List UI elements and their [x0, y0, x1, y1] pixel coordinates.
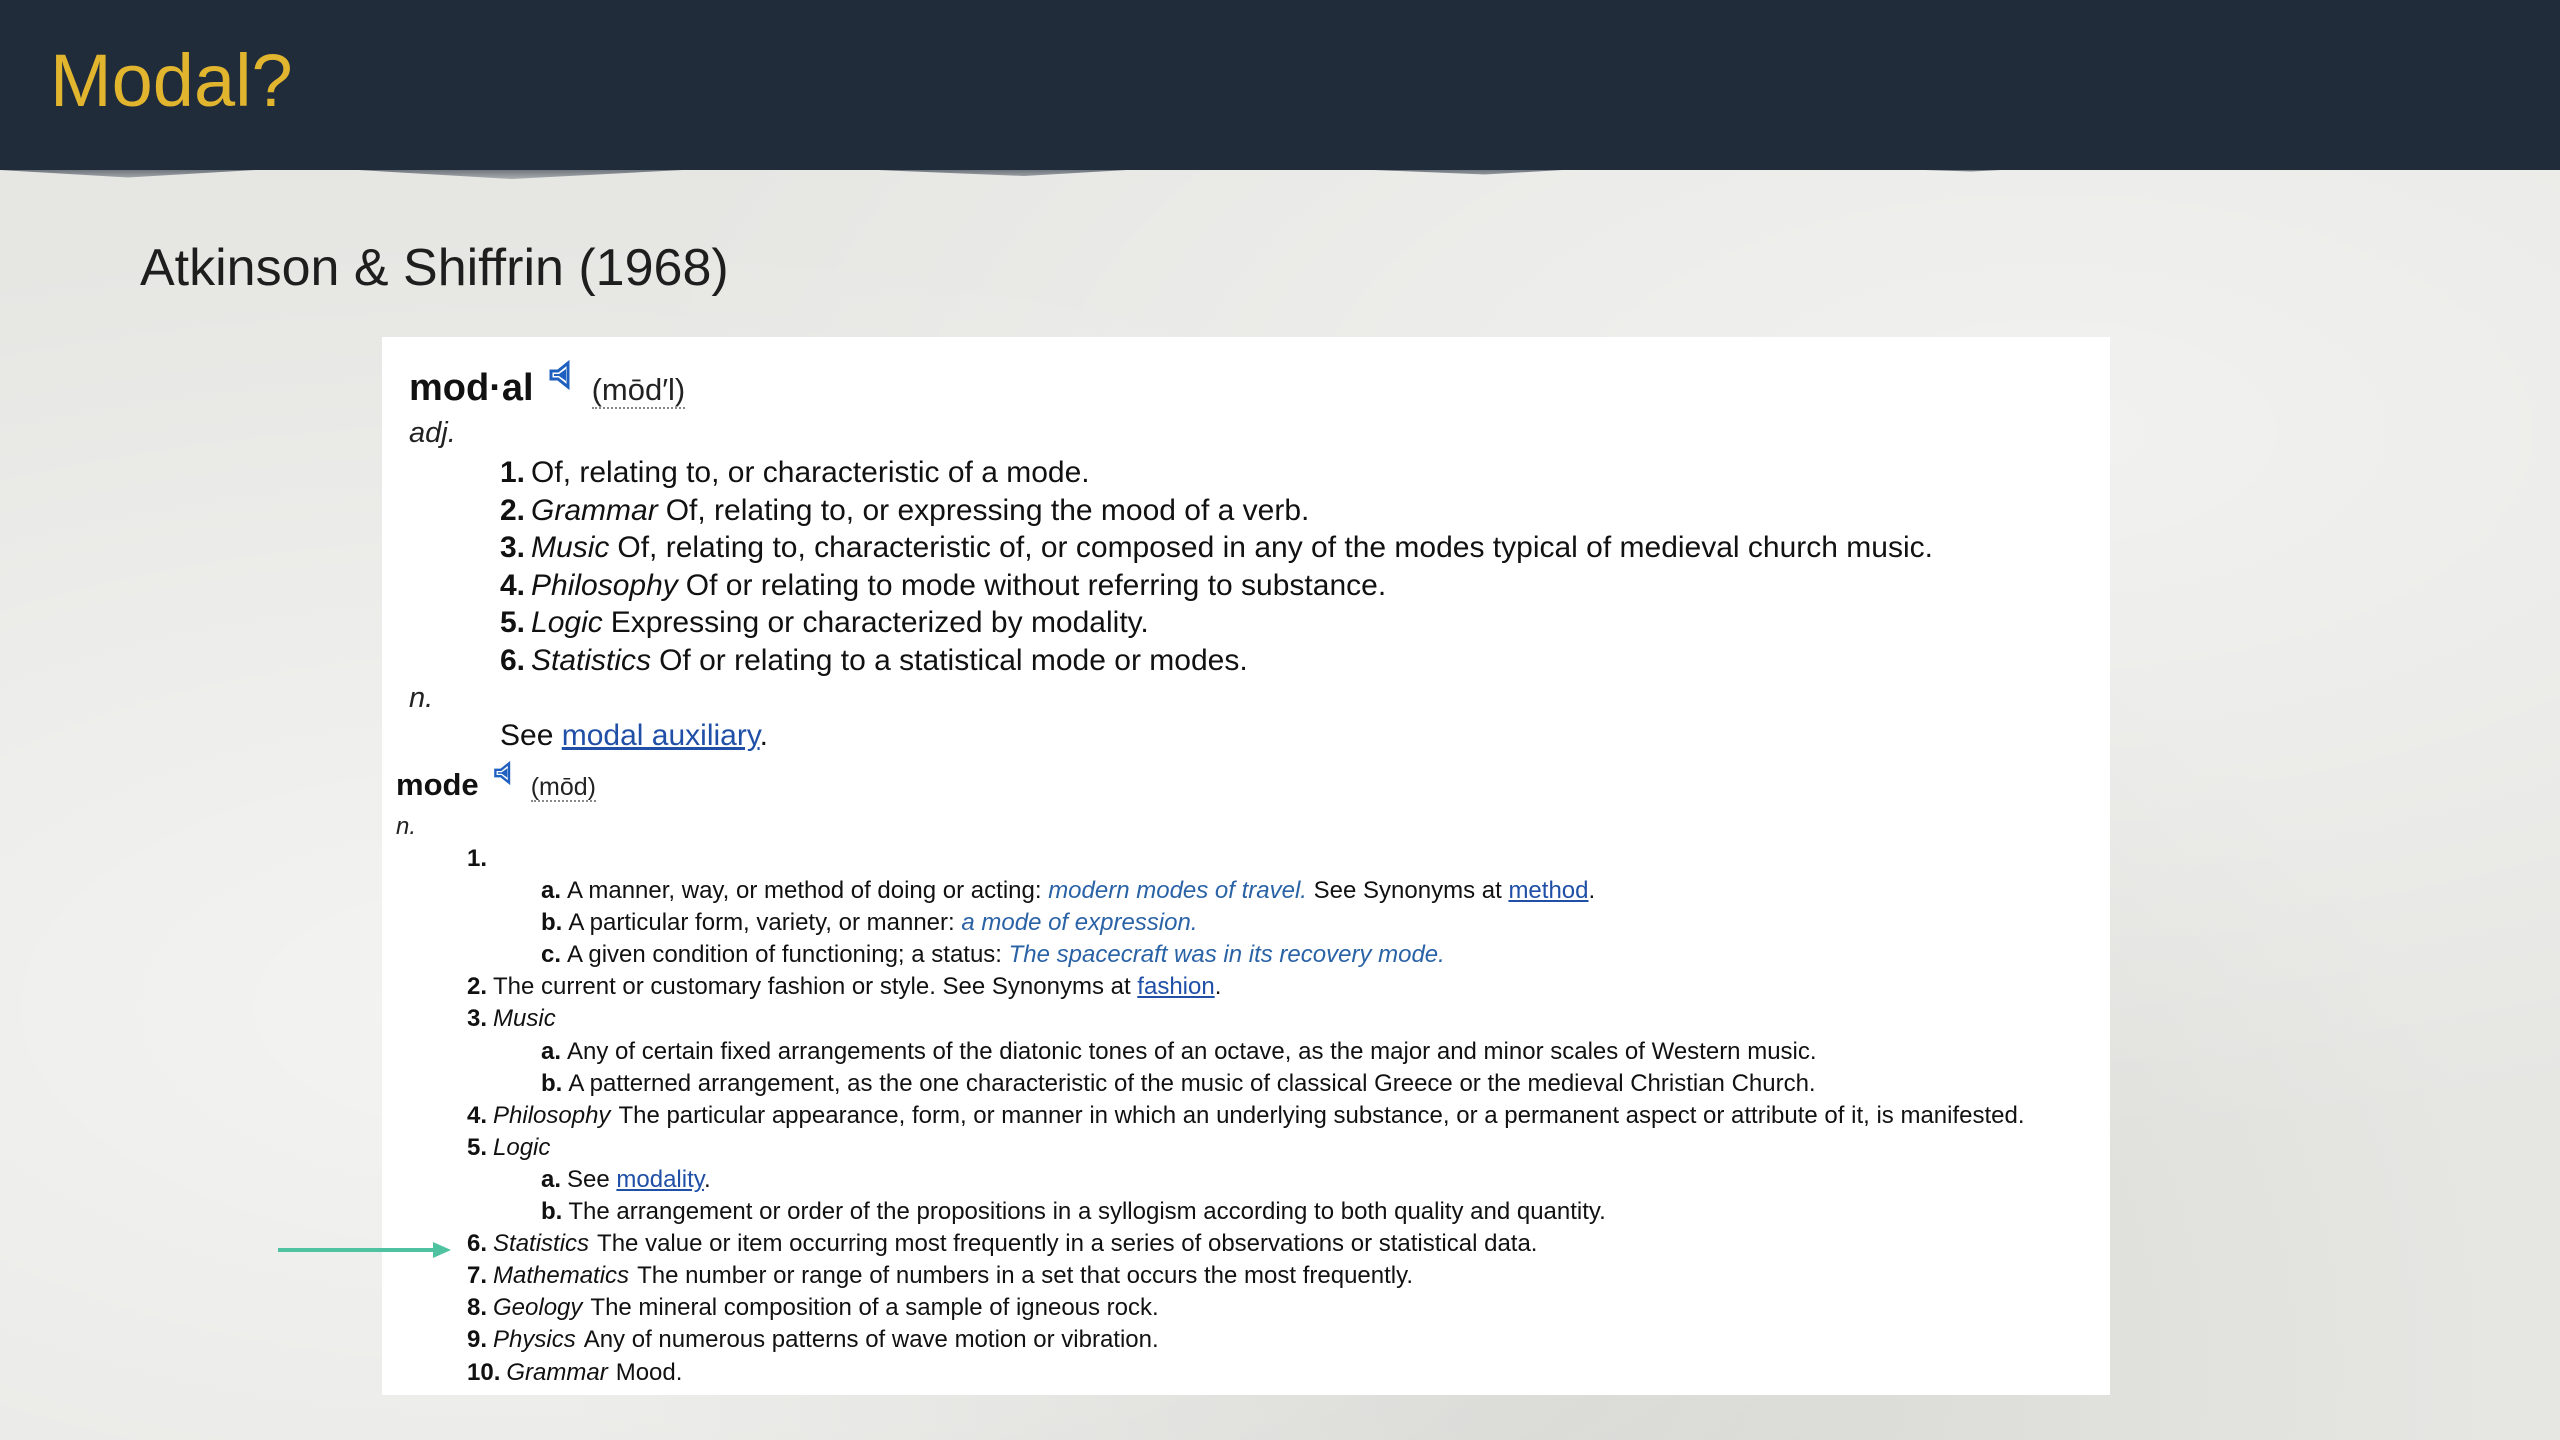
def-number: 1.: [467, 845, 488, 872]
def-punct: .: [1214, 973, 1222, 1001]
mode-def-2: [467, 971, 2025, 1003]
slide-subtitle: Atkinson & Shiffrin (1968): [140, 239, 729, 297]
def-letter: a.: [541, 877, 562, 905]
mode-def-3: [467, 1003, 2025, 1035]
def-number: 8.: [467, 1294, 488, 1322]
mode-pos: n.: [396, 813, 417, 840]
def-label: Philosophy: [493, 1101, 611, 1129]
mode-def-8: [467, 1292, 2025, 1324]
def-text: Of, relating to, or characteristic of a mode.: [531, 456, 1090, 489]
def-label: Mathematics: [493, 1262, 630, 1290]
modal-see-also: [500, 719, 768, 753]
def-label: Music: [493, 1005, 556, 1033]
def-label: Geology: [493, 1294, 583, 1322]
def-number: 7.: [467, 1262, 488, 1290]
def-text: A particular form, variety, or manner:: [568, 909, 955, 937]
see-prefix: See: [500, 719, 554, 752]
def-label: Statistics: [493, 1230, 590, 1258]
def-text: Any of certain fixed arrangements of the diatonic tones of an octave, as the major and minor scales of Western music.: [567, 1037, 1817, 1065]
def-text: The number or range of numbers in a set that occurs the most frequently.: [637, 1262, 1414, 1290]
def-punct: .: [1588, 877, 1596, 905]
mode-def-9: [467, 1324, 2025, 1356]
modal-auxiliary-link[interactable]: modal auxiliary: [561, 719, 760, 752]
def-text: See: [567, 1165, 610, 1193]
mode-entry-head: [396, 767, 596, 803]
mode-def-10: [467, 1357, 2025, 1389]
def-text: Of, relating to, or expressing the mood of a verb.: [665, 493, 1310, 527]
def-text: See Synonyms at: [1313, 877, 1502, 905]
def-number: 5.: [500, 606, 526, 639]
mode-def-1b: [467, 907, 2025, 939]
header-band: [0, 0, 2560, 170]
def-text: A given condition of functioning; a status:: [567, 941, 1002, 969]
mode-pronunciation: (mōd): [530, 773, 596, 801]
def-example: modern modes of travel.: [1048, 877, 1307, 905]
slide-title: Modal?: [50, 39, 293, 122]
mode-def-7: [467, 1260, 2025, 1292]
def-number: 6.: [500, 643, 526, 677]
def-label: Physics: [493, 1326, 576, 1354]
modal-def-5: [500, 604, 1933, 642]
modal-def-3: [500, 529, 1933, 567]
def-label: Grammar: [531, 493, 658, 527]
modal-pos-noun: n.: [409, 682, 434, 714]
def-number: 9.: [467, 1326, 488, 1354]
def-label: Grammar: [506, 1358, 608, 1386]
mode-def-1a: [467, 875, 2025, 907]
def-text: The value or item occurring most frequently in a series of observations or statistical data.: [597, 1230, 1538, 1258]
mode-def-3a: [467, 1036, 2025, 1068]
modal-pronunciation: (mōd′l): [591, 372, 686, 407]
def-number: 10.: [467, 1358, 501, 1386]
modal-entry-head: [409, 367, 685, 410]
modality-link[interactable]: modality: [616, 1165, 704, 1193]
def-punct: .: [703, 1165, 711, 1193]
def-number: 5.: [467, 1133, 488, 1161]
def-label: Logic: [531, 606, 603, 639]
def-label: Statistics: [531, 643, 652, 677]
mode-def-1c: [467, 939, 2025, 971]
mode-def-4: [467, 1100, 2025, 1132]
modal-def-4: [500, 567, 1933, 605]
def-text: Expressing or characterized by modality.: [610, 606, 1149, 639]
def-letter: b.: [541, 1069, 563, 1097]
def-label: Philosophy: [531, 568, 678, 602]
def-letter: a.: [541, 1037, 562, 1065]
def-label: Music: [531, 531, 610, 564]
modal-def-6: [500, 642, 1933, 680]
def-text: Of or relating to mode without referring to substance.: [685, 568, 1387, 602]
def-text: Any of numerous patterns of wave motion or vibration.: [583, 1326, 1159, 1354]
def-text: A patterned arrangement, as the one characteristic of the music of classical Greece or the medieval Christian Church.: [568, 1069, 1816, 1097]
dictionary-card: [382, 337, 2110, 1395]
modal-definition-list: [500, 454, 1933, 679]
mode-def-3b: [467, 1068, 2025, 1100]
mode-headword: mode: [396, 767, 479, 802]
modal-def-1: [500, 454, 1933, 492]
fashion-link[interactable]: fashion: [1137, 973, 1215, 1001]
def-text: The mineral composition of a sample of igneous rock.: [590, 1294, 1159, 1322]
mode-def-5: [467, 1132, 2025, 1164]
def-example: a mode of expression.: [961, 909, 1198, 937]
speaker-icon[interactable]: [548, 360, 578, 395]
def-example: The spacecraft was in its recovery mode.: [1008, 941, 1445, 969]
def-number: 6.: [467, 1230, 488, 1258]
speaker-icon[interactable]: [493, 761, 517, 790]
see-suffix: .: [759, 719, 768, 752]
def-letter: a.: [541, 1165, 562, 1193]
mode-def-5a: [467, 1164, 2025, 1196]
modal-def-2: [500, 492, 1933, 530]
def-number: 2.: [467, 973, 488, 1001]
def-text: Of or relating to a statistical mode or modes.: [659, 643, 1248, 677]
def-letter: b.: [541, 1198, 563, 1226]
def-letter: c.: [541, 941, 562, 969]
mode-def-5b: [467, 1196, 2025, 1228]
def-text: Mood.: [615, 1358, 683, 1386]
method-link[interactable]: method: [1508, 877, 1589, 905]
def-text: A manner, way, or method of doing or acting:: [567, 877, 1042, 905]
def-number: 3.: [467, 1005, 488, 1033]
modal-headword: mod·al: [409, 367, 534, 409]
mode-def-6: [467, 1228, 2025, 1260]
arrow-right-icon: [278, 1240, 453, 1264]
def-letter: b.: [541, 909, 563, 937]
def-text: The particular appearance, form, or manner in which an underlying substance, or a permanent aspect or attribute of it, is manifested.: [618, 1101, 2025, 1129]
def-number: 3.: [500, 531, 526, 564]
def-number: 4.: [467, 1101, 488, 1129]
def-number: 2.: [500, 493, 526, 527]
def-number: 1.: [500, 456, 526, 489]
def-text: The current or customary fashion or style. See Synonyms at: [493, 973, 1131, 1001]
def-text: Of, relating to, characteristic of, or composed in any of the modes typical of medieval church music.: [617, 531, 1933, 564]
def-text: The arrangement or order of the propositions in a syllogism according to both quality and quantity.: [568, 1198, 1606, 1226]
modal-pos-adj: adj.: [409, 417, 456, 449]
mode-definition-list: [467, 843, 2025, 1389]
def-number: 4.: [500, 568, 526, 602]
def-label: Logic: [493, 1133, 551, 1161]
mode-def-1: [467, 843, 2025, 875]
